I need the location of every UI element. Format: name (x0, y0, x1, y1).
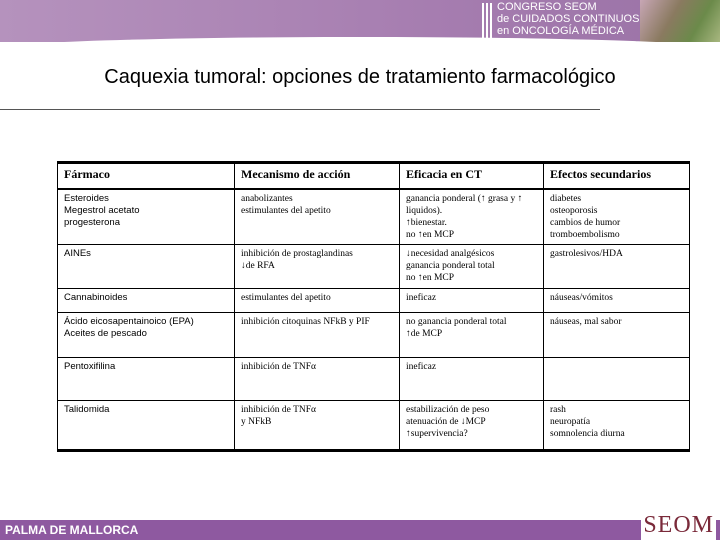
table-cell: ineficaz (400, 289, 544, 313)
table-row (58, 245, 690, 289)
table-cell: no ganancia ponderal total ↑de MCP (400, 313, 544, 358)
table-cell: inhibición citoquinas NFkB y PIF (235, 313, 400, 358)
table-cell: diabetes osteoporosis cambios de humor tromboembolismo (544, 189, 690, 245)
table-cell: ganancia ponderal (↑ grasa y ↑ liquidos). ↑bienestar. no ↑en MCP (400, 189, 544, 245)
table-cell: estimulantes del apetito (235, 289, 400, 313)
column-header: Fármaco (58, 163, 235, 190)
table-cell (544, 358, 690, 401)
table-cell: rash neuropatía somnolencia diurna (544, 401, 690, 451)
header-photo (640, 0, 720, 42)
congress-brand (497, 1, 639, 37)
table-cell: náuseas/vómitos (544, 289, 690, 313)
treatment-table (57, 161, 690, 452)
header-banner (0, 0, 720, 42)
table-cell: ↓necesidad analgésicos ganancia ponderal total no ↑en MCP (400, 245, 544, 289)
table-cell: inhibición de TNFα y NFkB (235, 401, 400, 451)
footer-bar (0, 520, 720, 540)
table-cell: inhibición de prostaglandinas ↓de RFA (235, 245, 400, 289)
table-cell: Cannabinoides (58, 289, 235, 313)
brand-line: de CUIDADOS CONTINUOS (497, 13, 640, 25)
column-header: Efectos secundarios (544, 163, 690, 190)
table-row (58, 289, 690, 313)
title-divider (0, 109, 600, 110)
banner-curve (0, 37, 720, 51)
table-cell: estabilización de peso atenuación de ↓MCP ↑supervivencia? (400, 401, 544, 451)
table-cell: anabolizantes estimulantes del apetito (235, 189, 400, 245)
brand-line: CONGRESO SEOM (497, 1, 597, 13)
column-header: Mecanismo de acción (235, 163, 400, 190)
table-cell: AINEs (58, 245, 235, 289)
table-cell: inhibición de TNFα (235, 358, 400, 401)
slide-title: Caquexia tumoral: opciones de tratamiento farmacológico (104, 66, 616, 88)
table-row (58, 358, 690, 401)
table-row (58, 313, 690, 358)
seom-logo: SEOM (643, 512, 714, 538)
table-cell: ineficaz (400, 358, 544, 401)
table-cell: gastrolesivos/HDA (544, 245, 690, 289)
table-header-row (58, 163, 690, 190)
table-cell: Ácido eicosapentainoico (EPA) Aceites de pescado (58, 313, 235, 358)
table-row (58, 401, 690, 451)
footer-location: PALMA DE MALLORCA (5, 523, 139, 537)
brand-line: en ONCOLOGÍA MÉDICA (497, 25, 625, 37)
table-cell: Esteroides Megestrol acetato progesterona (58, 189, 235, 245)
table-cell: Talidomida (58, 401, 235, 451)
table-cell: Pentoxifilina (58, 358, 235, 401)
column-header: Eficacia en CT (400, 163, 544, 190)
logo-bars-icon (482, 3, 494, 38)
table-row (58, 189, 690, 245)
table-cell: náuseas, mal sabor (544, 313, 690, 358)
